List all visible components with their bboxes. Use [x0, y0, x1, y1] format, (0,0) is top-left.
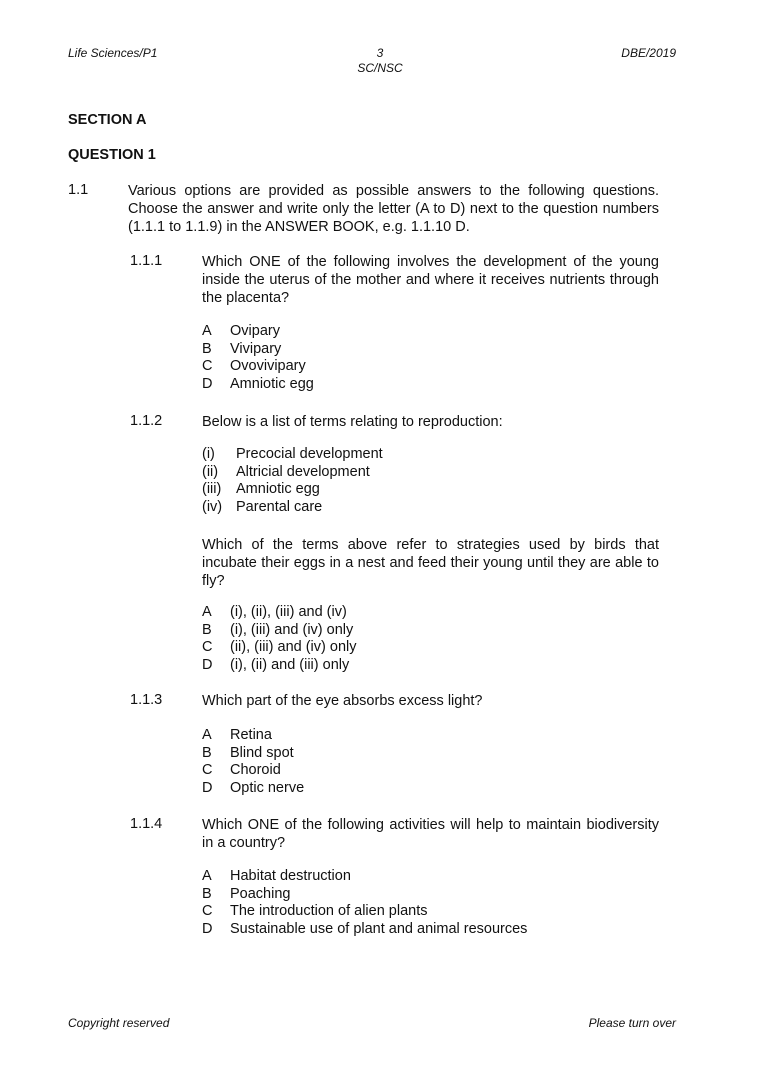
question-title: QUESTION 1: [68, 147, 156, 163]
option-item: [202, 727, 304, 745]
question-number-1-1: 1.1: [68, 182, 89, 198]
term-text: Precocial development: [236, 446, 383, 462]
options-list: [202, 727, 304, 797]
option-letter: B: [202, 744, 212, 761]
option-letter: A: [202, 868, 212, 884]
question-text: Which ONE of the following activities will help to maintain biodiversity in a country?: [202, 817, 659, 851]
option-text: Amniotic egg: [230, 375, 314, 392]
terms-list: [202, 446, 383, 516]
option-item: [202, 376, 314, 394]
option-text: Ovovivipary: [230, 358, 306, 375]
option-item: [202, 639, 357, 657]
question-number: 1.1.3: [130, 692, 163, 708]
option-text: Choroid: [230, 762, 281, 779]
option-text: (i), (ii), (iii) and (iv): [230, 604, 347, 620]
options-list: [202, 604, 357, 674]
options-list: [202, 323, 314, 393]
option-letter: D: [202, 779, 213, 796]
option-text: Sustainable use of plant and animal resources: [230, 920, 528, 937]
option-letter: A: [202, 323, 212, 339]
term-numeral: (iii): [202, 481, 222, 498]
option-text: Blind spot: [230, 744, 294, 761]
instructions-text: Various options are provided as possible answers to the following questions. Choose the answer and write only the letter (A to D) next to the question numbers (1.1.1 to 1.1.9) in the ANSWER BOOK, e.g. 1.1.10 D.: [128, 183, 659, 235]
question-text: Which ONE of the following involves the development of the young inside the uterus of the mother and where it receives nutrients through the placenta?: [202, 254, 659, 306]
option-item: [202, 780, 304, 798]
footer-turn-over: Please turn over: [588, 1016, 676, 1030]
term-text: Parental care: [236, 498, 323, 515]
option-letter: D: [202, 375, 213, 392]
option-text: The introduction of alien plants: [230, 903, 428, 920]
header-paper-code: SC/NSC: [357, 61, 403, 75]
option-text: Retina: [230, 727, 272, 743]
option-item: [202, 903, 527, 921]
term-text: Amniotic egg: [236, 481, 320, 498]
option-item: [202, 657, 357, 675]
question-intro: Below is a list of terms relating to reproduction:: [202, 414, 503, 430]
term-numeral: (i): [202, 446, 215, 462]
option-letter: C: [202, 639, 213, 656]
footer-copyright: Copyright reserved: [68, 1016, 170, 1030]
option-item: [202, 323, 314, 341]
question-text: Which part of the eye absorbs excess light?: [202, 693, 483, 709]
option-item: [202, 604, 357, 622]
option-item: [202, 622, 357, 640]
option-text: (i), (iii) and (iv) only: [230, 621, 354, 638]
section-title: SECTION A: [68, 112, 147, 128]
term-text: Altricial development: [236, 463, 370, 480]
term-numeral: (iv): [202, 498, 223, 515]
option-letter: A: [202, 604, 212, 620]
header-subject: Life Sciences/P1: [68, 46, 158, 60]
option-text: Vivipary: [230, 340, 282, 357]
option-letter: D: [202, 920, 213, 937]
term-item: [202, 481, 383, 499]
option-item: [202, 868, 527, 886]
option-letter: B: [202, 885, 212, 902]
option-item: [202, 886, 527, 904]
option-letter: C: [202, 903, 213, 920]
option-letter: C: [202, 358, 213, 375]
option-text: Poaching: [230, 885, 291, 902]
question-number: 1.1.2: [130, 413, 163, 429]
option-text: Optic nerve: [230, 779, 305, 796]
term-item: [202, 446, 383, 464]
option-text: Habitat destruction: [230, 868, 351, 884]
option-letter: C: [202, 762, 213, 779]
header-exam-body: DBE/2019: [621, 46, 676, 60]
option-item: [202, 745, 304, 763]
question-number: 1.1.1: [130, 253, 163, 269]
term-numeral: (ii): [202, 463, 219, 480]
options-list: [202, 868, 527, 938]
option-item: [202, 762, 304, 780]
term-item: [202, 499, 383, 517]
term-item: [202, 464, 383, 482]
question-text: Which of the terms above refer to strategies used by birds that incubate their eggs in a nest and feed their young until they are able to fly?: [202, 537, 659, 589]
option-letter: B: [202, 621, 212, 638]
option-letter: B: [202, 340, 212, 357]
option-letter: D: [202, 656, 213, 673]
question-number: 1.1.4: [130, 816, 163, 832]
option-item: [202, 921, 527, 939]
page-number: 3: [376, 46, 384, 60]
option-text: (i), (ii) and (iii) only: [230, 656, 350, 673]
option-item: [202, 358, 314, 376]
option-item: [202, 341, 314, 359]
option-letter: A: [202, 727, 212, 743]
option-text: (ii), (iii) and (iv) only: [230, 639, 357, 656]
option-text: Ovipary: [230, 323, 280, 339]
